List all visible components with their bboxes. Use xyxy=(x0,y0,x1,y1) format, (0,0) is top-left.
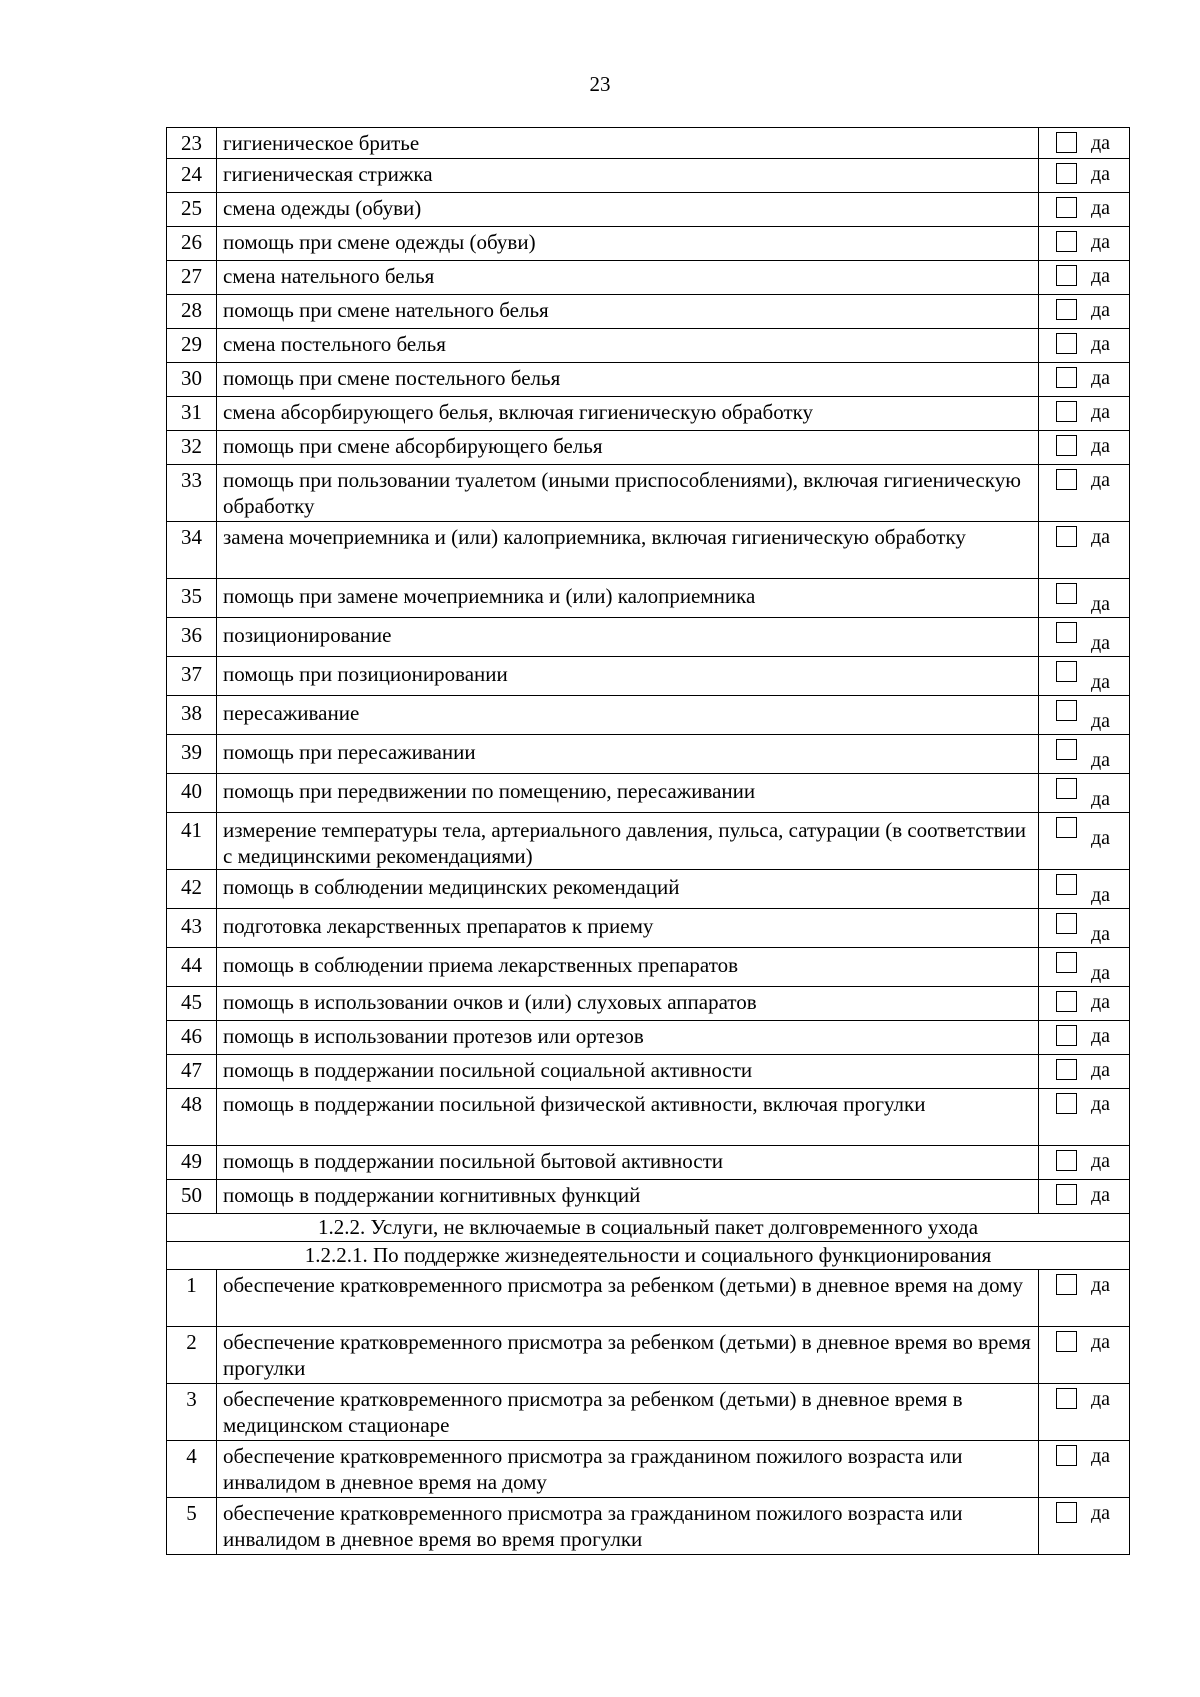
checkbox-label: да xyxy=(1091,1093,1111,1115)
service-name: подготовка лекарственных препаратов к приему xyxy=(217,909,1039,948)
table-row xyxy=(167,579,1130,618)
service-name: помощь в использовании очков и (или) слуховых аппаратов xyxy=(217,987,1039,1021)
checkbox-label: да xyxy=(1091,1274,1111,1296)
checkbox[interactable] xyxy=(1056,469,1077,490)
table-row xyxy=(167,227,1130,261)
row-number: 25 xyxy=(167,193,217,227)
checkbox-label: да xyxy=(1091,593,1111,615)
checkbox[interactable] xyxy=(1056,817,1077,838)
checkbox[interactable] xyxy=(1056,333,1077,354)
checkbox-label: да xyxy=(1091,1184,1111,1206)
checkbox-label: да xyxy=(1091,671,1111,693)
checkbox-label: да xyxy=(1091,132,1111,154)
table-row xyxy=(167,1384,1130,1441)
row-number: 37 xyxy=(167,657,217,696)
checkbox[interactable] xyxy=(1056,991,1077,1012)
table-row xyxy=(167,159,1130,193)
row-number: 33 xyxy=(167,465,217,522)
row-number: 49 xyxy=(167,1146,217,1180)
checkbox[interactable] xyxy=(1056,1331,1077,1352)
service-name: помощь при замене мочеприемника и (или) калоприемника xyxy=(217,579,1039,618)
table-row xyxy=(167,193,1130,227)
table-row xyxy=(167,363,1130,397)
checkbox[interactable] xyxy=(1056,231,1077,252)
checkbox-label: да xyxy=(1091,299,1111,321)
table-row xyxy=(167,774,1130,813)
row-number: 43 xyxy=(167,909,217,948)
service-name: помощь при передвижении по помещению, пересаживании xyxy=(217,774,1039,813)
checkbox-label: да xyxy=(1091,526,1111,548)
service-name: смена абсорбирующего белья, включая гигиеническую обработку xyxy=(217,397,1039,431)
checkbox[interactable] xyxy=(1056,739,1077,760)
service-name: помощь при пересаживании xyxy=(217,735,1039,774)
checkbox-label: да xyxy=(1091,1025,1111,1047)
service-name: обеспечение кратковременного присмотра за ребенком (детьми) в дневное время в медицинском стационаре xyxy=(217,1384,1039,1441)
service-name: помощь в поддержании посильной физической активности, включая прогулки xyxy=(217,1089,1039,1146)
table-row xyxy=(167,329,1130,363)
table-row xyxy=(167,522,1130,579)
row-number: 29 xyxy=(167,329,217,363)
checkbox-label: да xyxy=(1091,401,1111,423)
checkbox[interactable] xyxy=(1056,401,1077,422)
checkbox-label: да xyxy=(1091,265,1111,287)
checkbox[interactable] xyxy=(1056,435,1077,456)
row-number: 41 xyxy=(167,813,217,870)
service-name: гигиеническое бритье xyxy=(217,128,1039,159)
checkbox[interactable] xyxy=(1056,132,1077,153)
checkbox-label: да xyxy=(1091,632,1111,654)
table-row xyxy=(167,1498,1130,1555)
checkbox[interactable] xyxy=(1056,1388,1077,1409)
table-row xyxy=(167,870,1130,909)
service-name: помощь при смене абсорбирующего белья xyxy=(217,431,1039,465)
checkbox-label: да xyxy=(1091,1150,1111,1172)
service-name: обеспечение кратковременного присмотра за гражданином пожилого возраста или инвалидом в дневное время на дому xyxy=(217,1441,1039,1498)
page-number: 23 xyxy=(589,72,611,96)
checkbox[interactable] xyxy=(1056,661,1077,682)
checkbox[interactable] xyxy=(1056,367,1077,388)
checkbox-label: да xyxy=(1091,788,1111,810)
checkbox[interactable] xyxy=(1056,913,1077,934)
checkbox[interactable] xyxy=(1056,1274,1077,1295)
table-row xyxy=(167,1089,1130,1146)
table-row xyxy=(167,128,1130,159)
checkbox-label: да xyxy=(1091,884,1111,906)
service-name: помощь при позиционировании xyxy=(217,657,1039,696)
checkbox-label: да xyxy=(1091,367,1111,389)
checkbox-label: да xyxy=(1091,1331,1111,1353)
table-row xyxy=(167,657,1130,696)
row-number: 50 xyxy=(167,1180,217,1214)
service-name: помощь в использовании протезов или ортезов xyxy=(217,1021,1039,1055)
service-name: помощь в поддержании посильной бытовой активности xyxy=(217,1146,1039,1180)
row-number: 36 xyxy=(167,618,217,657)
row-number: 24 xyxy=(167,159,217,193)
table-row xyxy=(167,735,1130,774)
row-number: 30 xyxy=(167,363,217,397)
checkbox-label: да xyxy=(1091,1059,1111,1081)
table-row xyxy=(167,261,1130,295)
checkbox-label: да xyxy=(1091,333,1111,355)
checkbox-label: да xyxy=(1091,1388,1111,1410)
table-row xyxy=(167,909,1130,948)
checkbox-label: да xyxy=(1091,197,1111,219)
checkbox[interactable] xyxy=(1056,874,1077,895)
row-number: 26 xyxy=(167,227,217,261)
checkbox[interactable] xyxy=(1056,299,1077,320)
row-number: 48 xyxy=(167,1089,217,1146)
table-row xyxy=(167,465,1130,522)
checkbox[interactable] xyxy=(1056,1502,1077,1523)
table-row xyxy=(167,1180,1130,1214)
checkbox[interactable] xyxy=(1056,583,1077,604)
table-row xyxy=(167,696,1130,735)
section-header-row xyxy=(167,1214,1130,1242)
row-number: 31 xyxy=(167,397,217,431)
row-number: 23 xyxy=(167,128,217,159)
service-name: обеспечение кратковременного присмотра за гражданином пожилого возраста или инвалидом в дневное время во время прогулки xyxy=(217,1498,1039,1555)
table-row xyxy=(167,1021,1130,1055)
service-name: помощь в поддержании когнитивных функций xyxy=(217,1180,1039,1214)
service-name: смена одежды (обуви) xyxy=(217,193,1039,227)
table-row xyxy=(167,1270,1130,1327)
service-name: гигиеническая стрижка xyxy=(217,159,1039,193)
row-number: 5 xyxy=(167,1498,217,1555)
subsection-header-row xyxy=(167,1242,1130,1270)
checkbox-label: да xyxy=(1091,231,1111,253)
checkbox-label: да xyxy=(1091,991,1111,1013)
row-number: 38 xyxy=(167,696,217,735)
row-number: 2 xyxy=(167,1327,217,1384)
row-number: 34 xyxy=(167,522,217,579)
row-number: 27 xyxy=(167,261,217,295)
checkbox[interactable] xyxy=(1056,1025,1077,1046)
table-row xyxy=(167,987,1130,1021)
row-number: 46 xyxy=(167,1021,217,1055)
service-name: помощь в соблюдении приема лекарственных препаратов xyxy=(217,948,1039,987)
row-number: 3 xyxy=(167,1384,217,1441)
table-row xyxy=(167,813,1130,870)
table-row xyxy=(167,1441,1130,1498)
row-number: 42 xyxy=(167,870,217,909)
services-table xyxy=(166,127,1130,1555)
row-number: 47 xyxy=(167,1055,217,1089)
row-number: 44 xyxy=(167,948,217,987)
service-name: помощь при смене нательного белья xyxy=(217,295,1039,329)
table-row xyxy=(167,1146,1130,1180)
service-name: смена постельного белья xyxy=(217,329,1039,363)
section-heading: 1.2.2. Услуги, не включаемые в социальный пакет долговременного ухода xyxy=(167,1214,1130,1242)
service-name: смена нательного белья xyxy=(217,261,1039,295)
checkbox-label: да xyxy=(1091,435,1111,457)
checkbox[interactable] xyxy=(1056,1184,1077,1205)
checkbox[interactable] xyxy=(1056,1093,1077,1114)
checkbox[interactable] xyxy=(1056,1150,1077,1171)
checkbox-label: да xyxy=(1091,827,1111,849)
table-row xyxy=(167,295,1130,329)
table-row xyxy=(167,948,1130,987)
row-number: 35 xyxy=(167,579,217,618)
table-row xyxy=(167,1055,1130,1089)
checkbox-label: да xyxy=(1091,163,1111,185)
checkbox[interactable] xyxy=(1056,700,1077,721)
table-row xyxy=(167,397,1130,431)
service-name: помощь при пользовании туалетом (иными приспособлениями), включая гигиеническую обработку xyxy=(217,465,1039,522)
subsection-heading: 1.2.2.1. По поддержке жизнедеятельности и социального функционирования xyxy=(167,1242,1130,1270)
row-number: 39 xyxy=(167,735,217,774)
checkbox-label: да xyxy=(1091,749,1111,771)
row-number: 40 xyxy=(167,774,217,813)
checkbox-label: да xyxy=(1091,469,1111,491)
checkbox-label: да xyxy=(1091,923,1111,945)
service-name: пересаживание xyxy=(217,696,1039,735)
row-number: 28 xyxy=(167,295,217,329)
table-row xyxy=(167,1327,1130,1384)
row-number: 45 xyxy=(167,987,217,1021)
row-number: 32 xyxy=(167,431,217,465)
table-row xyxy=(167,431,1130,465)
checkbox[interactable] xyxy=(1056,952,1077,973)
checkbox[interactable] xyxy=(1056,526,1077,547)
checkbox-label: да xyxy=(1091,962,1111,984)
service-name: помощь в соблюдении медицинских рекомендаций xyxy=(217,870,1039,909)
service-name: обеспечение кратковременного присмотра за ребенком (детьми) в дневное время на дому xyxy=(217,1270,1039,1327)
service-name: помощь при смене постельного белья xyxy=(217,363,1039,397)
row-number: 4 xyxy=(167,1441,217,1498)
checkbox-label: да xyxy=(1091,1502,1111,1524)
service-name: помощь в поддержании посильной социальной активности xyxy=(217,1055,1039,1089)
service-name: помощь при смене одежды (обуви) xyxy=(217,227,1039,261)
checkbox[interactable] xyxy=(1056,1059,1077,1080)
service-name: обеспечение кратковременного присмотра за ребенком (детьми) в дневное время во время прогулки xyxy=(217,1327,1039,1384)
checkbox[interactable] xyxy=(1056,1445,1077,1466)
checkbox[interactable] xyxy=(1056,778,1077,799)
checkbox[interactable] xyxy=(1056,622,1077,643)
service-name: позиционирование xyxy=(217,618,1039,657)
table-row xyxy=(167,618,1130,657)
service-name: измерение температуры тела, артериального давления, пульса, сатурации (в соответствии с медицинскими рекомендациями) xyxy=(217,813,1039,870)
checkbox[interactable] xyxy=(1056,197,1077,218)
row-number: 1 xyxy=(167,1270,217,1327)
checkbox[interactable] xyxy=(1056,265,1077,286)
service-name: замена мочеприемника и (или) калоприемника, включая гигиеническую обработку xyxy=(217,522,1039,579)
checkbox-label: да xyxy=(1091,1445,1111,1467)
checkbox[interactable] xyxy=(1056,163,1077,184)
checkbox-label: да xyxy=(1091,710,1111,732)
